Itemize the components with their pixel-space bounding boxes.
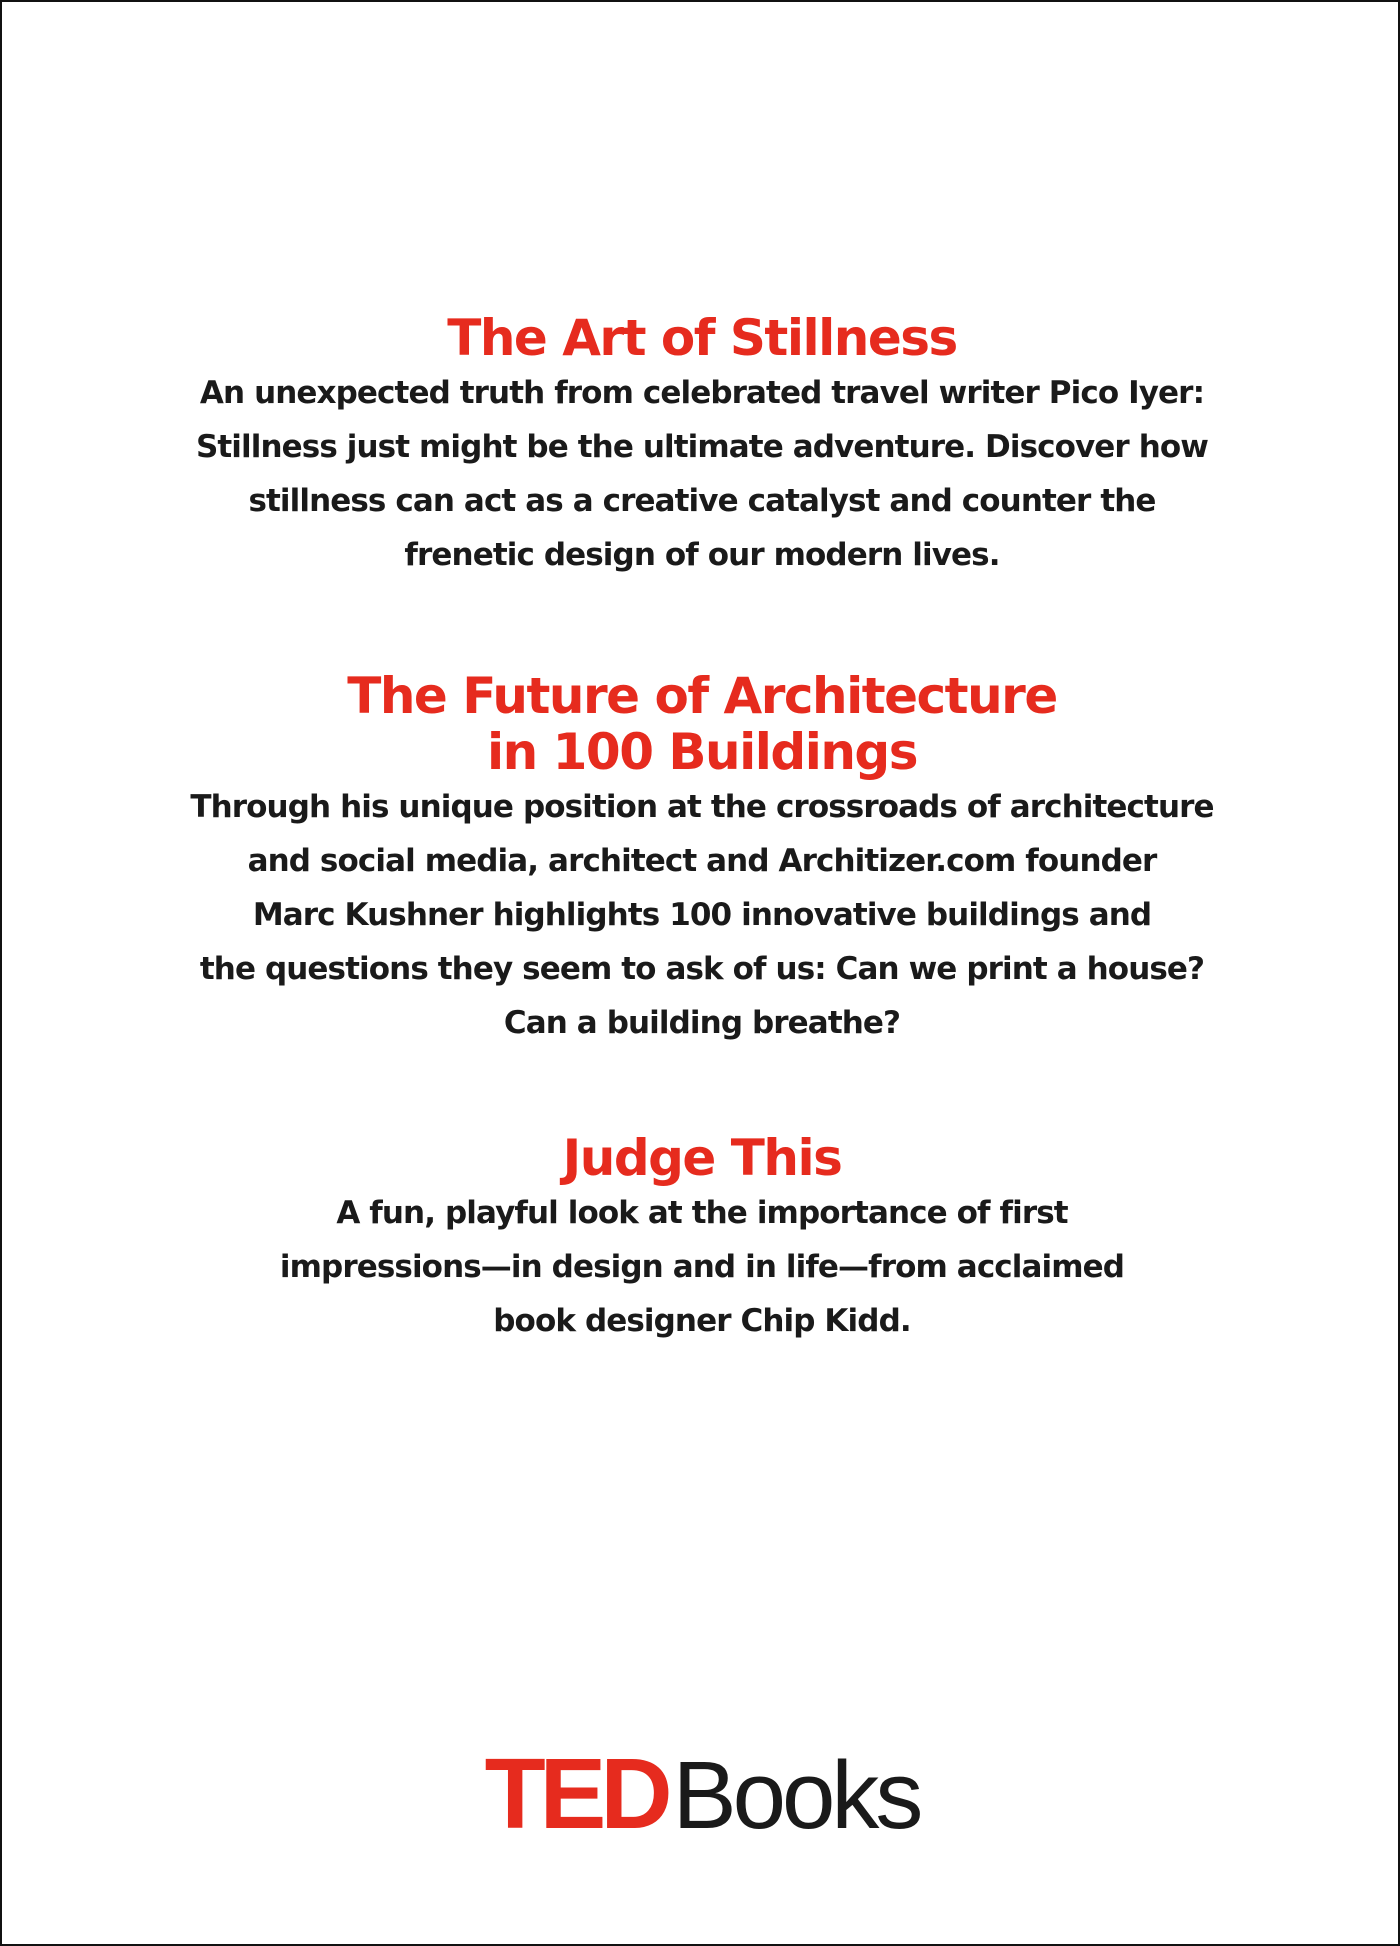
book-entry-judge-this	[62, 1130, 1342, 1348]
description-line: A fun, playful look at the importance of first	[336, 1195, 1068, 1231]
book-description	[62, 366, 1342, 582]
description-line: and social media, architect and Architizer.com founder	[247, 843, 1157, 879]
book-entry-art-of-stillness	[62, 310, 1342, 582]
book-entry-future-of-architecture	[62, 668, 1342, 1050]
book-title-line: The Art of Stillness	[447, 309, 957, 367]
description-line: frenetic design of our modern lives.	[404, 537, 1000, 573]
ted-books-logo	[2, 1738, 1400, 1850]
description-line: the questions they seem to ask of us: Can we print a house?	[199, 951, 1205, 987]
description-line: Stillness just might be the ultimate adventure. Discover how	[195, 429, 1209, 465]
book-title-line: The Future of Architecture	[347, 667, 1057, 725]
description-line: Through his unique position at the crossroads of architecture	[190, 789, 1214, 825]
logo-books-wordmark: Books	[672, 1742, 920, 1849]
book-title	[62, 310, 1342, 366]
book-title-line: Judge This	[562, 1129, 842, 1187]
book-description	[62, 780, 1342, 1050]
book-title-line: in 100 Buildings	[487, 723, 917, 781]
description-line: book designer Chip Kidd.	[493, 1303, 911, 1339]
description-line: stillness can act as a creative catalyst and counter the	[248, 483, 1156, 519]
book-title	[62, 1130, 1342, 1186]
book-description	[62, 1186, 1342, 1348]
description-line: Marc Kushner highlights 100 innovative buildings and	[252, 897, 1152, 933]
description-line: An unexpected truth from celebrated travel writer Pico Iyer:	[199, 375, 1205, 411]
description-line: impressions—in design and in life—from acclaimed	[279, 1249, 1125, 1285]
description-line: Can a building breathe?	[503, 1005, 901, 1041]
logo-ted-wordmark: TED	[484, 1738, 667, 1850]
book-title	[62, 668, 1342, 780]
